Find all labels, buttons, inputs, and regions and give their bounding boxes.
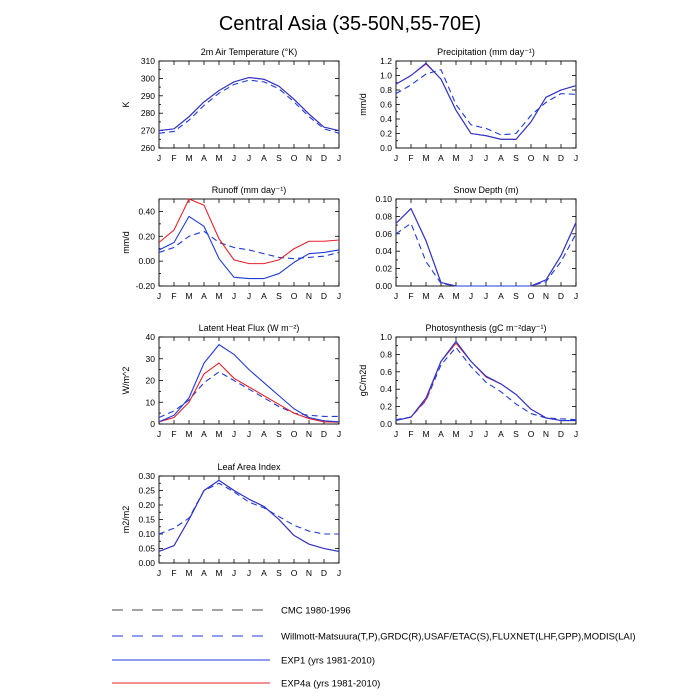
x-tick-label: J <box>468 291 474 301</box>
panel-1 <box>121 47 341 163</box>
x-tick-label: J <box>231 429 237 439</box>
series-line-exp4a <box>159 78 339 131</box>
panel-6 <box>358 323 578 439</box>
x-tick-label: J <box>483 291 489 301</box>
x-tick-label: J <box>231 291 237 301</box>
panel-5 <box>121 323 341 439</box>
series-line-exp1 <box>396 341 576 420</box>
y-tick-label: 0.0 <box>380 143 392 153</box>
plot-frame <box>159 199 339 286</box>
x-tick-label: S <box>276 153 282 163</box>
x-tick-label: A <box>261 568 267 578</box>
x-tick-label: A <box>438 291 444 301</box>
y-tick-label: 0.02 <box>375 263 392 274</box>
y-tick-label: 270 <box>140 125 155 136</box>
panel-title: Runoff (mm day⁻¹) <box>211 185 287 195</box>
x-tick-label: J <box>246 568 252 578</box>
series-line-exp4a <box>396 64 576 139</box>
y-tick-label: 0.4 <box>380 114 392 124</box>
legend-label: Willmott-Matsuura(T,P),GRDC(R),USAF/ETAC(S),FLUXNET(LHF,GPP),MODIS(LAI) <box>281 631 636 643</box>
y-tick-label: 0.2 <box>380 401 392 412</box>
series-line-exp1 <box>159 78 339 131</box>
y-tick-label: 1.2 <box>380 56 392 66</box>
x-tick-label: J <box>156 568 162 578</box>
y-tick-label: 1.0 <box>380 332 392 342</box>
x-tick-label: M <box>452 291 460 301</box>
y-tick-label: -0.20 <box>135 281 155 291</box>
x-tick-label: A <box>498 429 504 439</box>
x-tick-label: M <box>215 153 223 163</box>
figure-title: Central Asia (35-50N,55-70E) <box>218 13 482 35</box>
y-tick-label: 0.10 <box>375 194 392 204</box>
y-tick-label: 1.0 <box>380 70 392 81</box>
series-line-exp4a <box>159 480 339 551</box>
series-line-exp1 <box>396 209 576 286</box>
x-tick-label: O <box>527 291 535 301</box>
x-tick-label: J <box>573 153 579 163</box>
y-tick-label: 300 <box>140 73 155 84</box>
panel-2 <box>358 47 578 163</box>
x-tick-label: M <box>452 429 460 439</box>
x-tick-label: N <box>305 568 313 578</box>
panel-title: Latent Heat Flux (W m⁻²) <box>198 323 300 333</box>
x-tick-label: A <box>261 429 267 439</box>
y-tick-label: 290 <box>140 90 155 101</box>
x-tick-label: O <box>290 153 298 163</box>
x-tick-label: M <box>185 153 193 163</box>
y-tick-label: 0.4 <box>380 384 392 395</box>
series-line-obs <box>159 372 339 418</box>
x-tick-label: M <box>185 568 193 578</box>
x-tick-label: J <box>483 153 489 163</box>
y-tick-label: 0.8 <box>380 349 392 360</box>
plot-frame <box>159 337 339 424</box>
x-tick-label: J <box>156 153 162 163</box>
x-tick-label: J <box>483 429 489 439</box>
y-tick-label: 0.20 <box>138 231 155 242</box>
y-tick-label: 0.15 <box>138 514 155 525</box>
x-tick-label: S <box>513 153 519 163</box>
x-tick-label: A <box>201 568 207 578</box>
x-tick-label: F <box>171 429 177 439</box>
x-tick-label: F <box>408 153 414 163</box>
x-tick-label: D <box>557 429 565 439</box>
x-tick-label: J <box>231 568 237 578</box>
x-tick-label: J <box>468 429 474 439</box>
x-tick-label: J <box>336 153 342 163</box>
y-tick-label: 310 <box>140 56 155 66</box>
x-tick-label: J <box>336 429 342 439</box>
panel-4 <box>375 185 578 301</box>
panel-title: Precipitation (mm day⁻¹) <box>437 47 535 57</box>
panel-title: Photosynthesis (gC m⁻²day⁻¹) <box>425 323 547 333</box>
legend-label: EXP1 (yrs 1981-2010) <box>281 655 375 667</box>
y-tick-label: 10 <box>145 397 155 408</box>
series-line-obs <box>396 347 576 419</box>
x-tick-label: M <box>422 429 430 439</box>
x-tick-label: D <box>557 291 565 301</box>
y-tick-label: 20 <box>145 375 155 386</box>
series-line-obs <box>396 223 576 286</box>
x-tick-label: A <box>261 153 267 163</box>
x-tick-label: M <box>185 291 193 301</box>
y-axis-label: K <box>121 101 131 108</box>
x-tick-label: J <box>336 568 342 578</box>
x-tick-label: J <box>468 153 474 163</box>
x-tick-label: M <box>215 291 223 301</box>
series-line-obs <box>159 231 339 258</box>
x-tick-label: O <box>290 291 298 301</box>
x-tick-label: A <box>201 291 207 301</box>
x-tick-label: N <box>305 153 313 163</box>
x-tick-label: S <box>276 291 282 301</box>
series-line-exp1 <box>396 63 576 139</box>
x-tick-label: J <box>156 291 162 301</box>
panel-3 <box>121 185 341 301</box>
y-tick-label: 40 <box>145 332 155 342</box>
plot-frame <box>159 61 339 148</box>
series-line-exp1 <box>159 216 339 278</box>
plot-frame <box>396 337 576 424</box>
x-tick-label: J <box>156 429 162 439</box>
x-tick-label: N <box>542 291 550 301</box>
y-axis-label: gC/m2d <box>358 364 368 397</box>
x-tick-label: M <box>422 153 430 163</box>
series-line-exp1 <box>159 480 339 551</box>
panel-title: Snow Depth (m) <box>453 185 519 195</box>
x-tick-label: A <box>438 429 444 439</box>
y-tick-label: 30 <box>145 353 155 364</box>
plot-frame <box>396 199 576 286</box>
y-tick-label: 0.04 <box>375 246 392 257</box>
x-tick-label: M <box>215 429 223 439</box>
y-tick-label: 0.30 <box>138 471 155 481</box>
x-tick-label: A <box>201 429 207 439</box>
x-tick-label: O <box>290 568 298 578</box>
y-tick-label: 0.20 <box>138 500 155 510</box>
x-tick-label: M <box>422 291 430 301</box>
x-tick-label: D <box>320 153 328 163</box>
x-tick-label: D <box>557 153 565 163</box>
y-tick-label: 0.05 <box>138 543 155 554</box>
y-tick-label: 0.06 <box>375 228 392 239</box>
x-tick-label: J <box>246 153 252 163</box>
x-tick-label: N <box>542 429 550 439</box>
x-tick-label: O <box>290 429 298 439</box>
x-tick-label: J <box>573 429 579 439</box>
x-tick-label: N <box>305 291 313 301</box>
x-tick-label: F <box>171 291 177 301</box>
x-tick-label: O <box>527 429 535 439</box>
x-tick-label: J <box>393 291 399 301</box>
x-tick-label: F <box>408 429 414 439</box>
legend-label: EXP4a (yrs 1981-2010) <box>281 678 381 690</box>
x-tick-label: D <box>320 568 328 578</box>
x-tick-label: A <box>498 153 504 163</box>
y-tick-label: 0 <box>150 419 155 429</box>
x-tick-label: M <box>452 153 460 163</box>
y-tick-label: 280 <box>140 108 155 119</box>
y-tick-label: 0.6 <box>380 366 392 377</box>
panel-title: 2m Air Temperature (°K) <box>200 47 298 57</box>
x-tick-label: D <box>320 429 328 439</box>
y-axis-label: mm/d <box>358 93 368 116</box>
x-tick-label: S <box>276 568 282 578</box>
plot-frame <box>396 61 576 148</box>
x-tick-label: F <box>408 291 414 301</box>
y-tick-label: 0.00 <box>138 558 155 568</box>
x-tick-label: J <box>336 291 342 301</box>
x-tick-label: A <box>498 291 504 301</box>
y-tick-label: 260 <box>140 143 155 153</box>
x-tick-label: S <box>513 291 519 301</box>
y-tick-label: 0.08 <box>375 211 392 222</box>
y-tick-label: 0.2 <box>380 128 392 139</box>
y-axis-label: m2/m2 <box>121 505 131 534</box>
series-line-obs <box>396 70 576 135</box>
legend-label: CMC 1980-1996 <box>281 605 351 617</box>
y-tick-label: 0.8 <box>380 85 392 95</box>
x-tick-label: S <box>513 429 519 439</box>
x-tick-label: N <box>542 153 550 163</box>
x-tick-label: D <box>320 291 328 301</box>
x-tick-label: F <box>171 568 177 578</box>
series-line-obs <box>159 80 339 133</box>
y-tick-label: 0.6 <box>380 99 392 110</box>
series-line-obs <box>159 483 339 534</box>
x-tick-label: A <box>201 153 207 163</box>
x-tick-label: J <box>393 429 399 439</box>
y-tick-label: 0.40 <box>138 206 155 217</box>
x-tick-label: A <box>438 153 444 163</box>
x-tick-label: S <box>276 429 282 439</box>
x-tick-label: M <box>185 429 193 439</box>
x-tick-label: A <box>261 291 267 301</box>
panel-7 <box>121 462 341 578</box>
y-tick-label: 0.00 <box>138 256 155 267</box>
panels <box>121 47 578 578</box>
y-axis-label: mm/d <box>121 231 131 254</box>
x-tick-label: J <box>573 291 579 301</box>
x-tick-label: O <box>527 153 535 163</box>
x-tick-label: J <box>246 291 252 301</box>
x-tick-label: J <box>246 429 252 439</box>
legend <box>112 606 636 690</box>
y-tick-label: 0.10 <box>138 529 155 539</box>
series-line-exp1 <box>159 345 339 422</box>
x-tick-label: M <box>215 568 223 578</box>
x-tick-label: N <box>305 429 313 439</box>
x-tick-label: J <box>231 153 237 163</box>
series-line-exp4a <box>159 363 339 422</box>
x-tick-label: J <box>393 153 399 163</box>
y-axis-label: W/m^2 <box>121 366 131 395</box>
y-tick-label: 0.00 <box>375 281 392 291</box>
x-tick-label: F <box>171 153 177 163</box>
y-tick-label: 0.25 <box>138 485 155 496</box>
y-tick-label: 0.0 <box>380 419 392 429</box>
panel-title: Leaf Area Index <box>217 462 281 472</box>
